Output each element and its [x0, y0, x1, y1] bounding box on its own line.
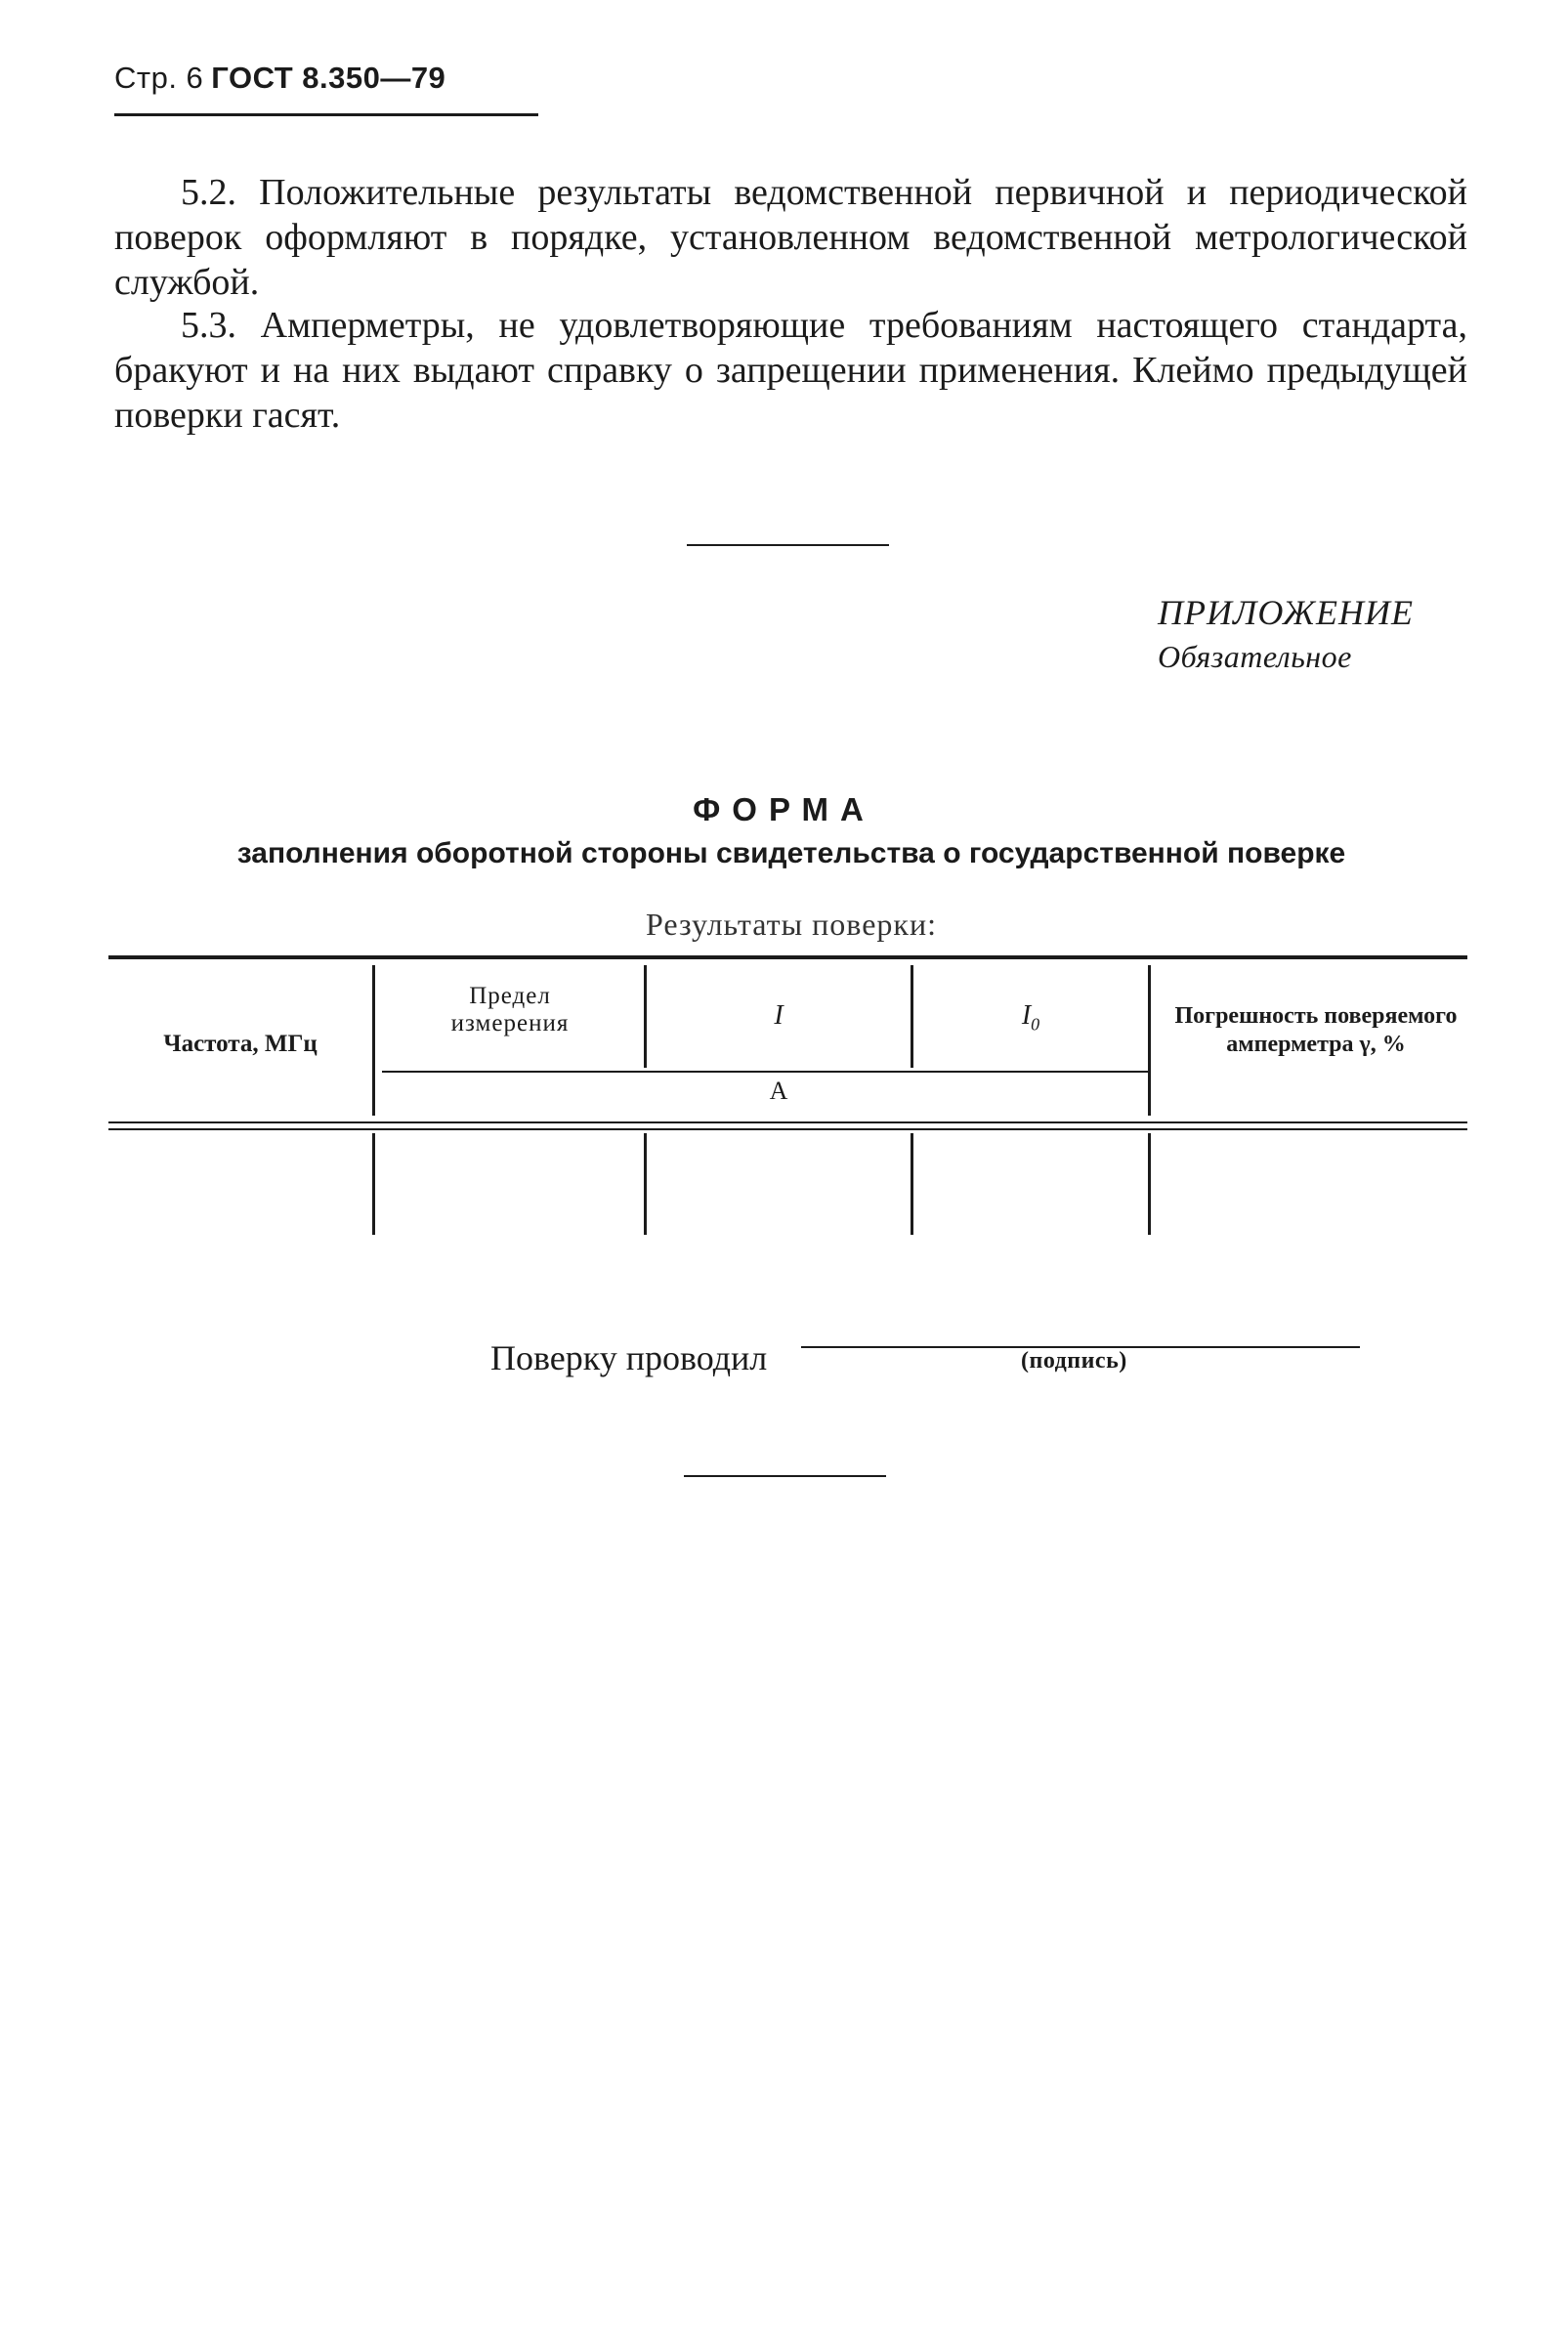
- paragraph-text: 5.3. Амперметры, не удовлетворяющие требованиям настоящего стандарта, бракуют и на них выдают справку о запрещении применения. Клеймо предыдущей поверки гасят.: [114, 305, 1467, 436]
- table-header-divider: [382, 1071, 1148, 1073]
- table-body-divider: [644, 1133, 647, 1235]
- appendix-title: ПРИЛОЖЕНИЕ: [1158, 593, 1414, 632]
- header-underline: [114, 113, 538, 116]
- paragraph-5-3: [114, 303, 1467, 438]
- header-error-percent: Погрешность поверяемого амперметра γ, %: [1174, 1003, 1458, 1057]
- table-column-divider: [372, 965, 375, 1116]
- appendix-subtitle: Обязательное: [1158, 639, 1352, 674]
- table-header-bottom-rule: [108, 1121, 1467, 1123]
- signature-label: Поверку проводил: [490, 1338, 768, 1377]
- header-unit-amperes: А: [769, 1077, 788, 1105]
- table-top-rule: [108, 955, 1467, 959]
- header-measurement-limit: Предел измерения: [450, 983, 570, 1036]
- table-column-divider: [1148, 965, 1151, 1116]
- end-separator: [684, 1475, 886, 1477]
- form-title: ФОРМА: [693, 791, 875, 827]
- table-body-divider: [372, 1133, 375, 1235]
- page-number: Стр. 6: [114, 61, 204, 95]
- header-current-i0: [913, 1002, 1148, 1038]
- section-separator: [687, 544, 889, 546]
- paragraph-text: 5.2. Положительные результаты ведомственной первичной и периодической поверок оформляют в порядке, установленном ведомственной метрологической службой.: [114, 172, 1467, 303]
- page-header: [114, 61, 445, 96]
- standard-code: ГОСТ 8.350—79: [211, 61, 446, 95]
- results-caption: Результаты поверки:: [646, 907, 937, 942]
- table-header-bottom-rule-double: [108, 1128, 1467, 1130]
- i0-subscript: 0: [1031, 1014, 1040, 1035]
- i0-base: I: [1021, 1000, 1032, 1031]
- signature-caption: (подпись): [1021, 1348, 1127, 1374]
- table-body-divider: [911, 1133, 913, 1235]
- table-body-divider: [1148, 1133, 1151, 1235]
- form-subtitle: заполнения оборотной стороны свидетельства о государственной поверке: [236, 837, 1346, 869]
- paragraph-5-2: [114, 170, 1467, 305]
- header-current-i: I: [774, 1000, 784, 1031]
- header-frequency: Частота, МГц: [163, 1031, 318, 1057]
